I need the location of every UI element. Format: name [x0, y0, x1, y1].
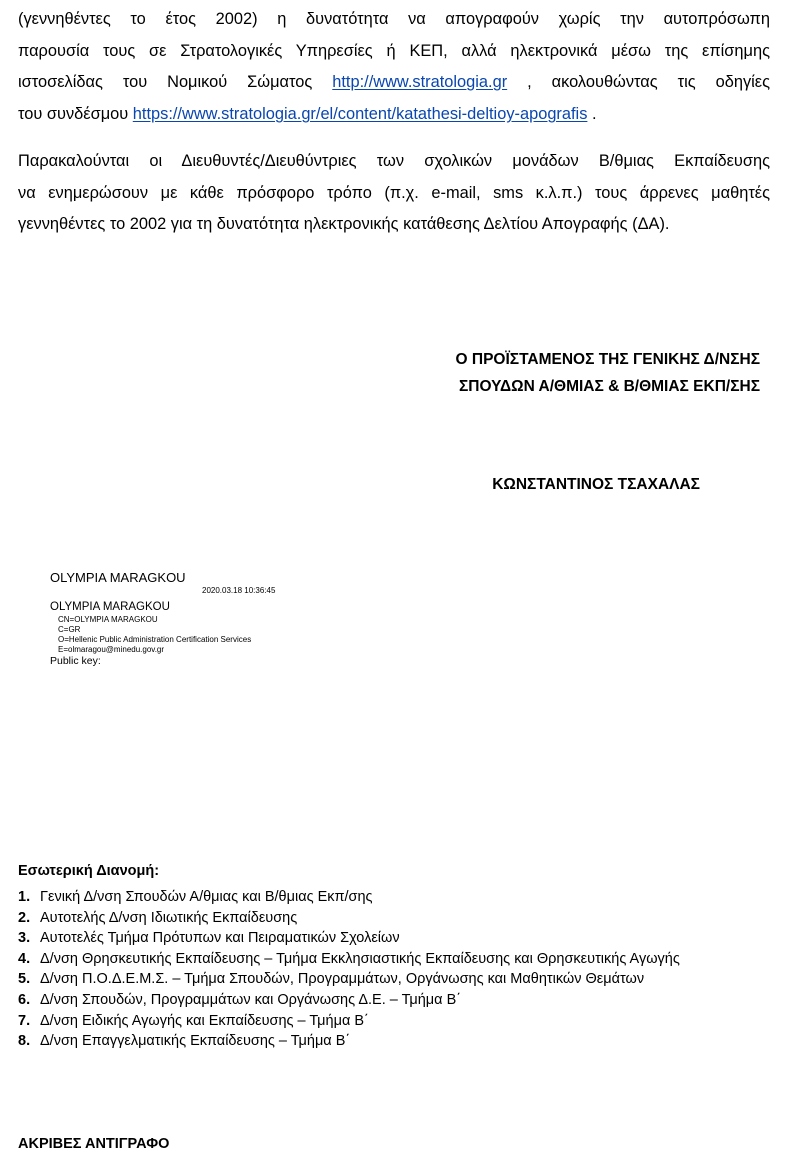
certificate-cn: CN=OLYMPIA MARAGKOU — [58, 615, 158, 624]
stratologia-homepage-link[interactable]: http://www.stratologia.gr — [332, 73, 508, 92]
list-item-number: 8. — [18, 1033, 31, 1050]
paragraph-1-line-2: παρουσία τους σε Στρατολογικές Υπηρεσίες ή ΚΕΠ, αλλά ηλεκτρονικά μέσω της επίσημης — [18, 41, 770, 60]
list-item-text: Γενική Δ/νση Σπουδών Α/θμιας και Β/θμιας Εκπ/σης — [40, 889, 373, 905]
list-item — [18, 969, 680, 990]
list-item — [18, 887, 680, 908]
signature-timestamp: 2020.03.18 10:36:45 — [202, 586, 276, 595]
distribution-list — [18, 887, 680, 1052]
list-item — [18, 908, 680, 929]
paragraph-1-line-1: (γεννηθέντες το έτος 2002) η δυνατότητα να απογραφούν χωρίς την αυτοπρόσωπη — [18, 10, 770, 28]
digital-signer-name-repeat: OLYMPIA MARAGKOU — [50, 601, 170, 613]
paragraph-1-line-3-tail: , ακολουθώντας τις οδηγίες — [507, 73, 770, 92]
list-item-text: Δ/νση Θρησκευτικής Εκπαίδευσης – Τμήμα Εκκλησιαστικής Εκπαίδευσης και Θρησκευτικής Αγωγής — [40, 950, 680, 967]
signatory-title-line-2: ΣΠΟΥΔΩΝ Α/ΘΜΙΑΣ & Β/ΘΜΙΑΣ ΕΚΠ/ΣΗΣ — [458, 378, 760, 395]
list-item-number: 1. — [18, 889, 31, 905]
public-key-label: Public key: — [50, 655, 101, 667]
list-item-text: Αυτοτελές Τμήμα Πρότυπων και Πειραματικών Σχολείων — [40, 930, 400, 947]
distribution-heading: Εσωτερική Διανομή: — [18, 863, 160, 879]
certificate-country: C=GR — [58, 625, 81, 634]
paragraph-2-line-2: να ενημερώσουν με κάθε πρόσφορο τρόπο (π.χ. e-mail, sms κ.λ.π.) τους άρρενες μαθητές — [18, 183, 770, 202]
paragraph-1-line-3-text: ιστοσελίδας του Νομικού Σώματος — [18, 73, 333, 92]
true-copy-mark: ΑΚΡΙΒΕΣ ΑΝΤΙΓΡΑΦΟ — [18, 1136, 170, 1152]
body-paragraph-1 — [18, 4, 770, 131]
list-item-text: Δ/νση Π.Ο.Δ.Ε.Μ.Σ. – Τμήμα Σπουδών, Προγραμμάτων, Οργάνωσης και Μαθητικών Θεμάτων — [40, 971, 645, 988]
list-item-text: Δ/νση Ειδικής Αγωγής και Εκπαίδευσης – Τμήμα Β΄ — [40, 1012, 369, 1029]
list-item-text: Αυτοτελής Δ/νση Ιδιωτικής Εκπαίδευσης — [40, 909, 298, 926]
list-item — [18, 1031, 680, 1052]
census-form-link[interactable]: https://www.stratologia.gr/el/content/katathesi-deltioy-apografis — [132, 105, 588, 124]
list-item — [18, 928, 680, 949]
certificate-email: E=olmaragou@minedu.gov.gr — [58, 645, 165, 654]
digital-signer-name: OLYMPIA MARAGKOU — [50, 570, 186, 585]
paragraph-1-line-4-text: του συνδέσμου — [18, 105, 133, 124]
body-paragraph-2 — [18, 146, 770, 241]
list-item-number: 4. — [18, 950, 31, 967]
paragraph-1-line-4-tail: . — [587, 105, 597, 124]
list-item-number: 7. — [18, 1012, 31, 1029]
list-item-text: Δ/νση Σπουδών, Προγραμμάτων και Οργάνωσης Δ.Ε. – Τμήμα Β΄ — [40, 991, 462, 1008]
certificate-organization: O=Hellenic Public Administration Certification Services — [58, 635, 252, 644]
list-item — [18, 990, 680, 1011]
digital-signature-stamp — [50, 570, 275, 668]
signatory-name: ΚΩΝΣΤΑΝΤΙΝΟΣ ΤΣΑΧΑΛΑΣ — [492, 476, 700, 493]
paragraph-1-line-3 — [18, 67, 770, 99]
list-item — [18, 949, 680, 970]
list-item-text: Δ/νση Επαγγελματικής Εκπαίδευσης – Τμήμα Β΄ — [40, 1033, 351, 1050]
paragraph-2-line-1: Παρακαλούνται οι Διευθυντές/Διευθύντριες των σχολικών μονάδων Β/θμιας Εκπαίδευσης — [18, 152, 770, 170]
paragraph-1-line-4 — [18, 99, 770, 131]
list-item-number: 2. — [18, 909, 31, 926]
list-item-number: 3. — [18, 930, 31, 947]
list-item — [18, 1011, 680, 1032]
signatory-title-line-1: Ο ΠΡΟΪΣΤΑΜΕΝΟΣ ΤΗΣ ΓΕΝΙΚΗΣ Δ/ΝΣΗΣ — [455, 351, 760, 368]
paragraph-2-line-3: γεννηθέντες το 2002 για τη δυνατότητα ηλεκτρονικής κατάθεσης Δελτίου Απογραφής (ΔΑ). — [18, 215, 670, 234]
list-item-number: 5. — [18, 971, 31, 988]
list-item-number: 6. — [18, 991, 31, 1008]
